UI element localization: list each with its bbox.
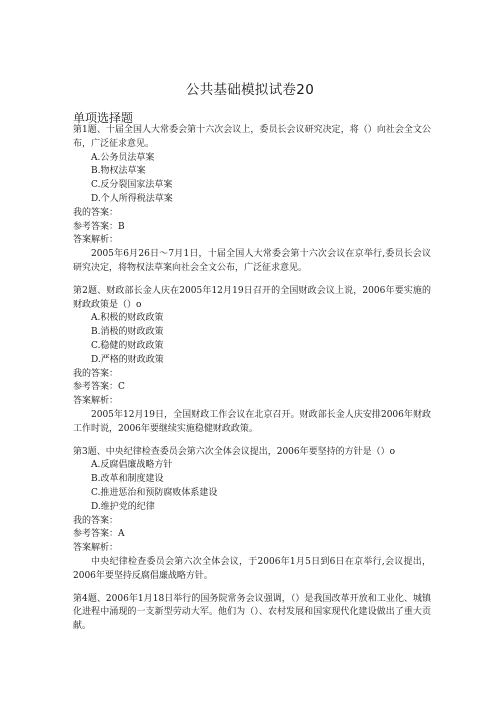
- option-c: C.稳健的财政政策: [91, 340, 164, 351]
- reference-answer-value: A: [118, 529, 125, 540]
- question-list: [73, 124, 431, 634]
- option-a: A.反腐倡廉战略方针: [91, 460, 173, 471]
- option-a: A.公务员法草案: [91, 152, 155, 163]
- question-1: [73, 124, 431, 276]
- reference-answer-value: C: [118, 382, 125, 393]
- option-d: D.个人所得税法草案: [91, 193, 173, 204]
- my-answer-label: 我的答案：: [73, 515, 119, 526]
- question-text: 第1题、十届全国人大常委会第十六次会议上，委员长会议研究决定，将（）向社会全文公布，广泛征求意见。: [73, 125, 431, 149]
- option-b: B.物权法草案: [91, 166, 146, 177]
- reference-answer: [73, 528, 431, 542]
- option-c: C.推进惩治和预防腐败体系建设: [91, 487, 218, 498]
- option-b: B.改革和制度建设: [91, 474, 164, 485]
- question-3: [73, 446, 431, 584]
- question-4: [73, 593, 431, 634]
- analysis-label: 答案解析：: [73, 543, 119, 554]
- option-d: D.维护党的纪律: [91, 501, 155, 512]
- question-text: 第4题、2006年1月18日举行的国务院常务会议强调，（）是我国改革开放和工业化、城镇化进程中涌现的一支新型劳动大军。他们为（）、农村发展和国家现代化建设做出了重大贡献。: [73, 593, 431, 632]
- question-text: 第2题、财政部长金人庆在2005年12月19日召开的全国财政会议上说，2006年要实施的财政政策是（）o: [73, 285, 431, 310]
- option-b: B.消极的财政政策: [91, 327, 164, 338]
- reference-answer: [73, 381, 431, 395]
- reference-answer-label: 参考答案：: [73, 382, 119, 393]
- analysis-label: 答案解析：: [73, 235, 119, 246]
- my-answer-label: 我的答案：: [73, 207, 119, 218]
- reference-answer: [73, 221, 431, 235]
- option-a: A.积极的财政政策: [91, 313, 164, 324]
- option-c: C.反分裂国家法草案: [91, 180, 173, 191]
- analysis-text: 2005年12月19日，全国财政工作会议在北京召开。财政部长金人庆安排2006年财政工作时说，2006年要继续实施稳健财政政策。: [73, 409, 431, 434]
- reference-answer-label: 参考答案：: [73, 529, 119, 540]
- my-answer-label: 我的答案：: [73, 368, 119, 379]
- reference-answer-label: 参考答案：: [73, 221, 119, 232]
- document-title: 公共基础模拟试卷20: [185, 82, 315, 98]
- analysis-label: 答案解析：: [73, 396, 119, 407]
- analysis-text: 2005年6月26日～7月1日，十届全国人大常委会第十六次会议在京举行,委员长会议研究决定，将物权法草案向社会全文公布，广泛征求意见。: [73, 249, 431, 273]
- analysis-text: 中央纪律检查委员会第六次全体会议，于2006年1月5日到6日在京举行,会议提出，2006年要坚持反腐倡廉战略方针。: [73, 556, 431, 581]
- question-text: 第3题、中央纪律检查委员会第六次全体会议提出，2006年要坚持的方针是（）o: [73, 446, 396, 457]
- question-2: [73, 285, 431, 437]
- reference-answer-value: B: [118, 221, 125, 232]
- option-d: D.严格的财政政策: [91, 354, 164, 365]
- section-heading: 单项选择题: [73, 111, 134, 125]
